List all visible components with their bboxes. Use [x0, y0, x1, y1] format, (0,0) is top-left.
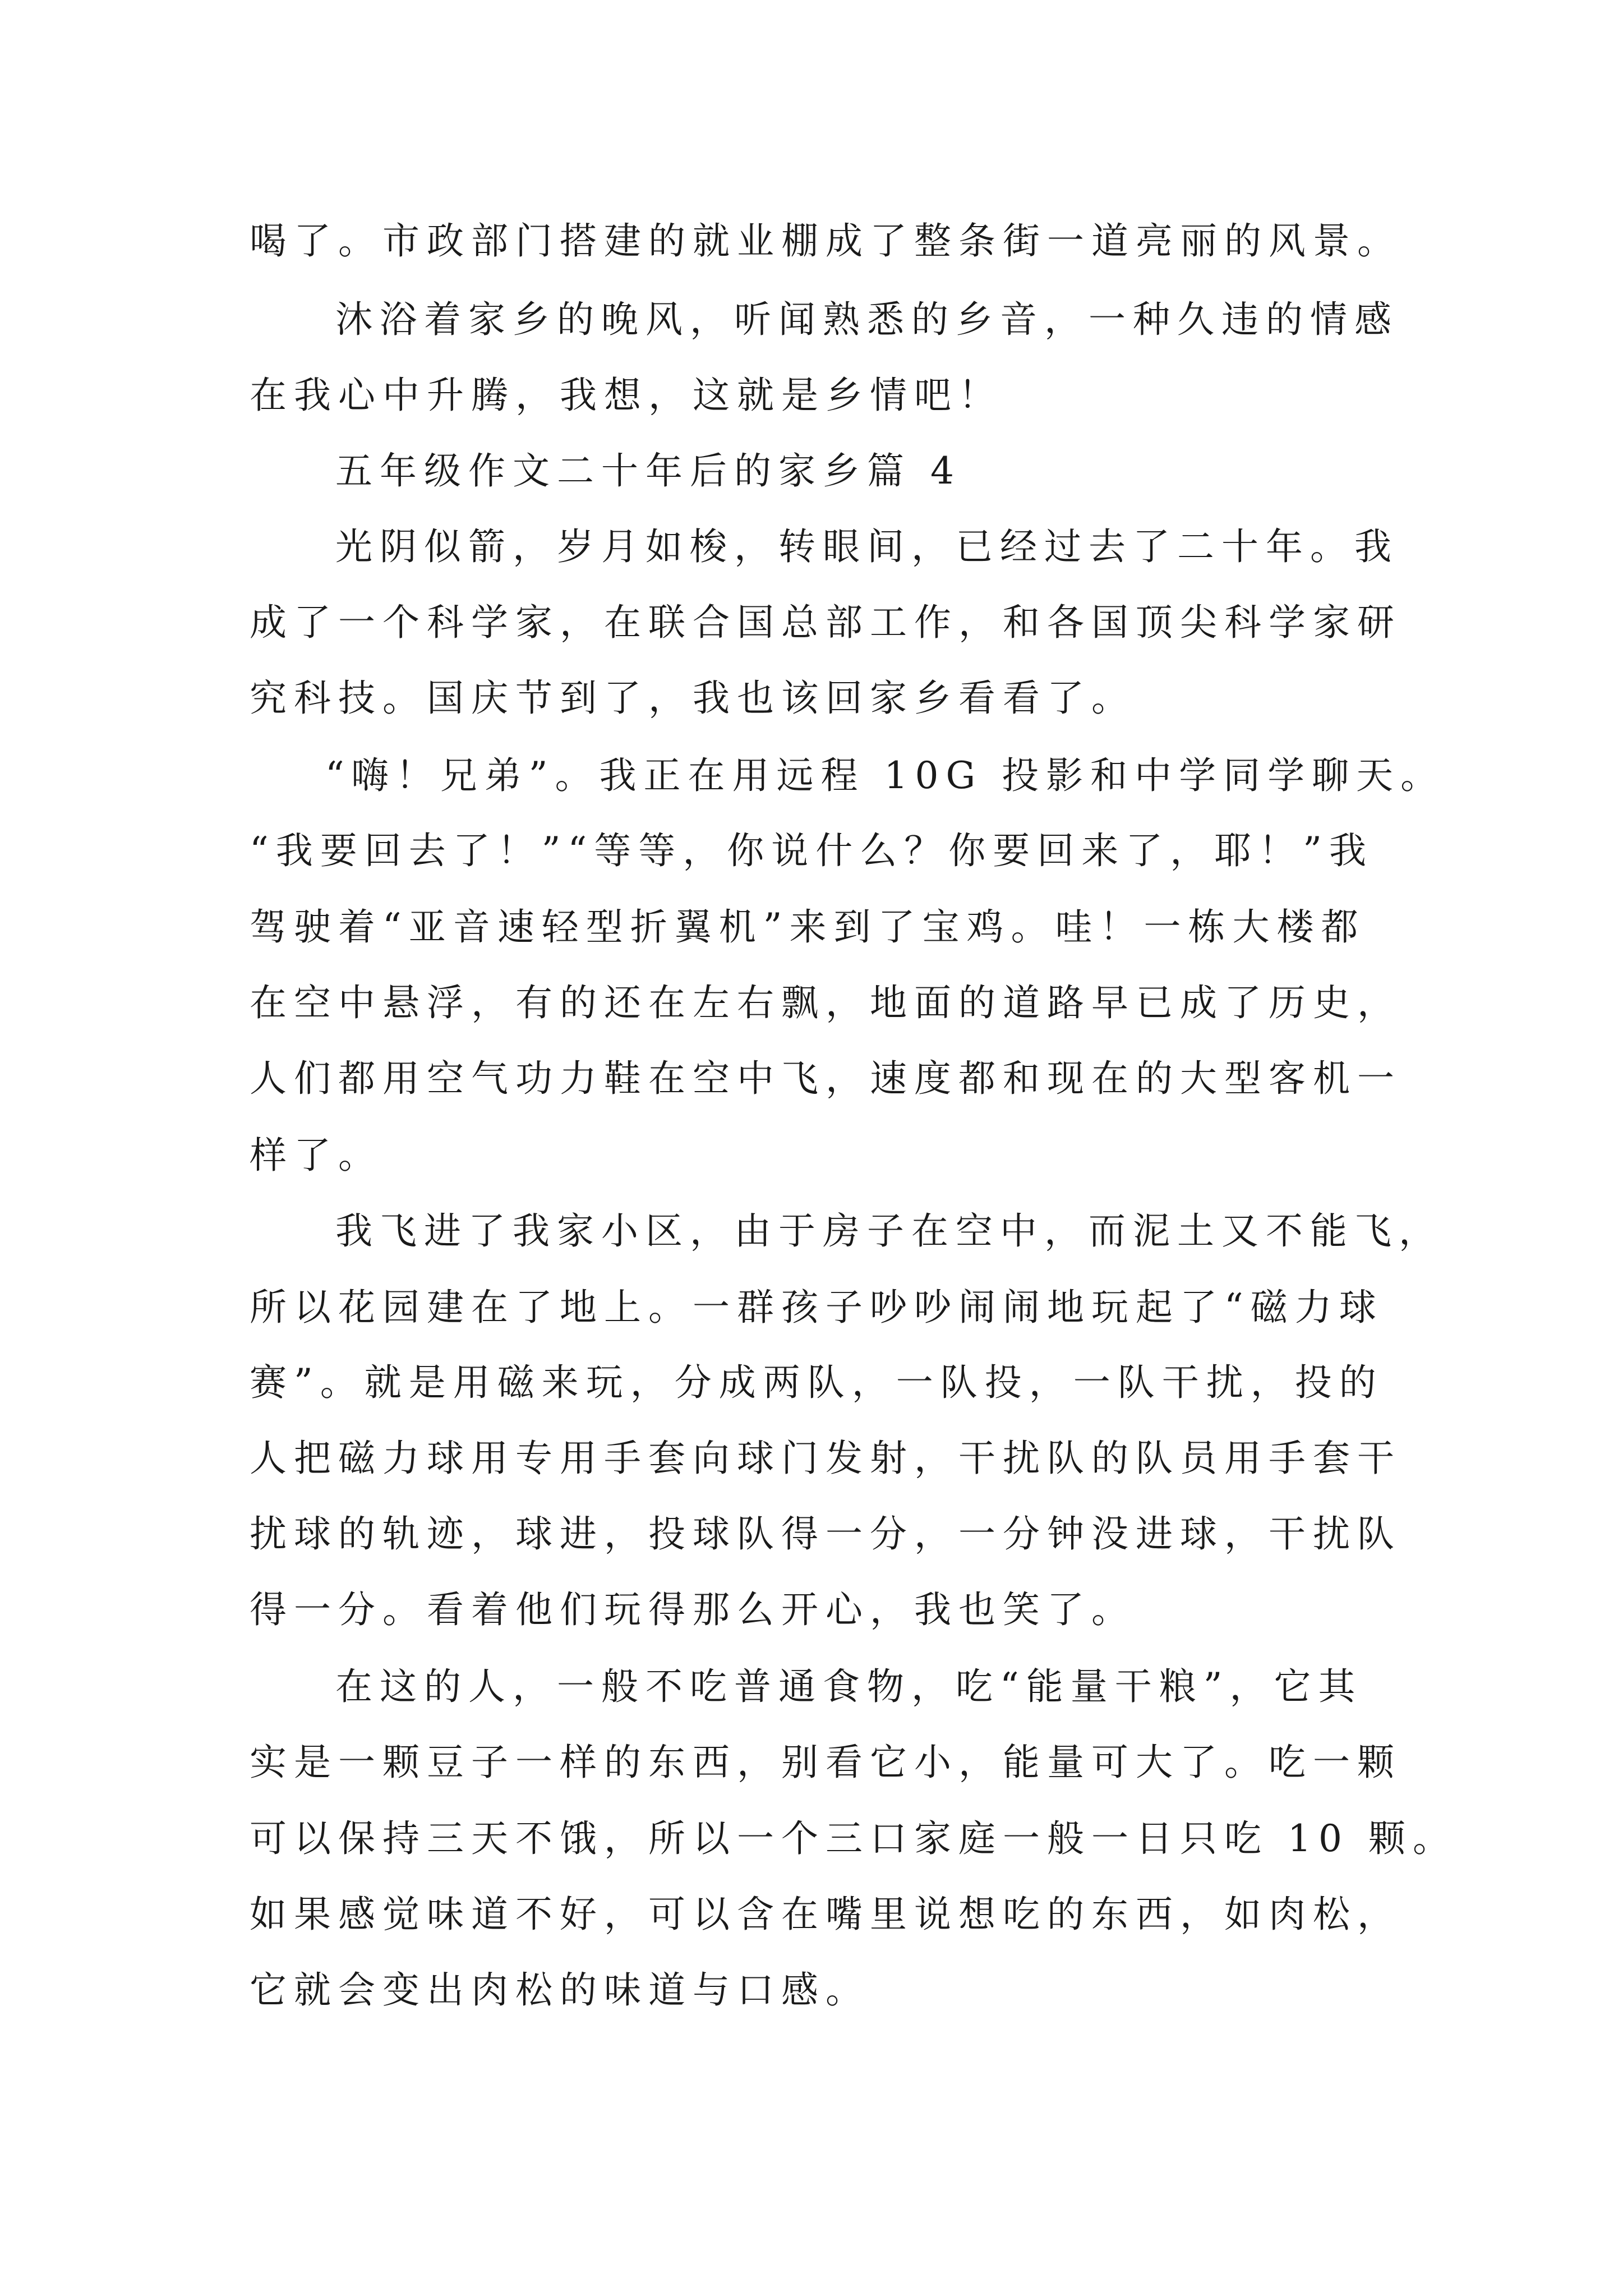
text-line: 可以保持三天不饿，所以一个三口家庭一般一日只吃 10 颗。 — [250, 1817, 1457, 1860]
text-line: 它就会变出肉松的味道与口感。 — [250, 1968, 870, 2012]
text-line: 在我心中升腾，我想，这就是乡情吧！ — [250, 374, 1003, 417]
text-line: 我飞进了我家小区，由于房子在空中，而泥土又不能飞， — [335, 1209, 1443, 1253]
text-line: 光阴似箭，岁月如梭，转眼间，已经过去了二十年。我 — [335, 525, 1399, 568]
text-line: 成了一个科学家，在联合国总部工作，和各国顶尖科学家研 — [250, 601, 1401, 644]
section-heading: 五年级作文二十年后的家乡篇 4 — [335, 449, 961, 493]
text-line: 沐浴着家乡的晚风，听闻熟悉的乡音，一种久违的情感 — [335, 298, 1399, 341]
text-line: 得一分。看着他们玩得那么开心，我也笑了。 — [250, 1588, 1136, 1631]
text-line: 究科技。国庆节到了，我也该回家乡看看了。 — [250, 677, 1136, 720]
text-line: 所以花园建在了地上。一群孩子吵吵闹闹地玩起了“磁力球 — [250, 1286, 1384, 1329]
text-line: 如果感觉味道不好，可以含在嘴里说想吃的东西，如肉松， — [250, 1893, 1401, 1936]
text-line: 人们都用空气功力鞋在空中飞，速度都和现在的大型客机一 — [250, 1057, 1401, 1100]
text-line: 扰球的轨迹，球进，投球队得一分，一分钟没进球，干扰队 — [250, 1512, 1401, 1556]
text-line: “嗨！兄弟”。我正在用远程 10G 投影和中学同学聊天。 — [325, 754, 1445, 797]
text-line: 人把磁力球用专用手套向球门发射，干扰队的队员用手套干 — [250, 1437, 1401, 1480]
text-line: 实是一颗豆子一样的东西，别看它小，能量可大了。吃一颗 — [250, 1741, 1401, 1784]
text-line: 样了。 — [250, 1134, 382, 1177]
text-line: 在这的人，一般不吃普通食物，吃“能量干粮”，它其 — [335, 1665, 1363, 1708]
text-line: 在空中悬浮，有的还在左右飘，地面的道路早已成了历史， — [250, 981, 1401, 1024]
text-line: 驾驶着“亚音速轻型折翼机”来到了宝鸡。哇！一栋大楼都 — [250, 905, 1366, 949]
text-line: 赛”。就是用磁来玩，分成两队，一队投，一队干扰，投的 — [250, 1361, 1384, 1404]
text-line: “我要回去了！”“等等，你说什么？你要回来了，耶！”我 — [250, 829, 1373, 872]
text-line: 喝了。市政部门搭建的就业棚成了整条街一道亮丽的风景。 — [250, 219, 1401, 263]
